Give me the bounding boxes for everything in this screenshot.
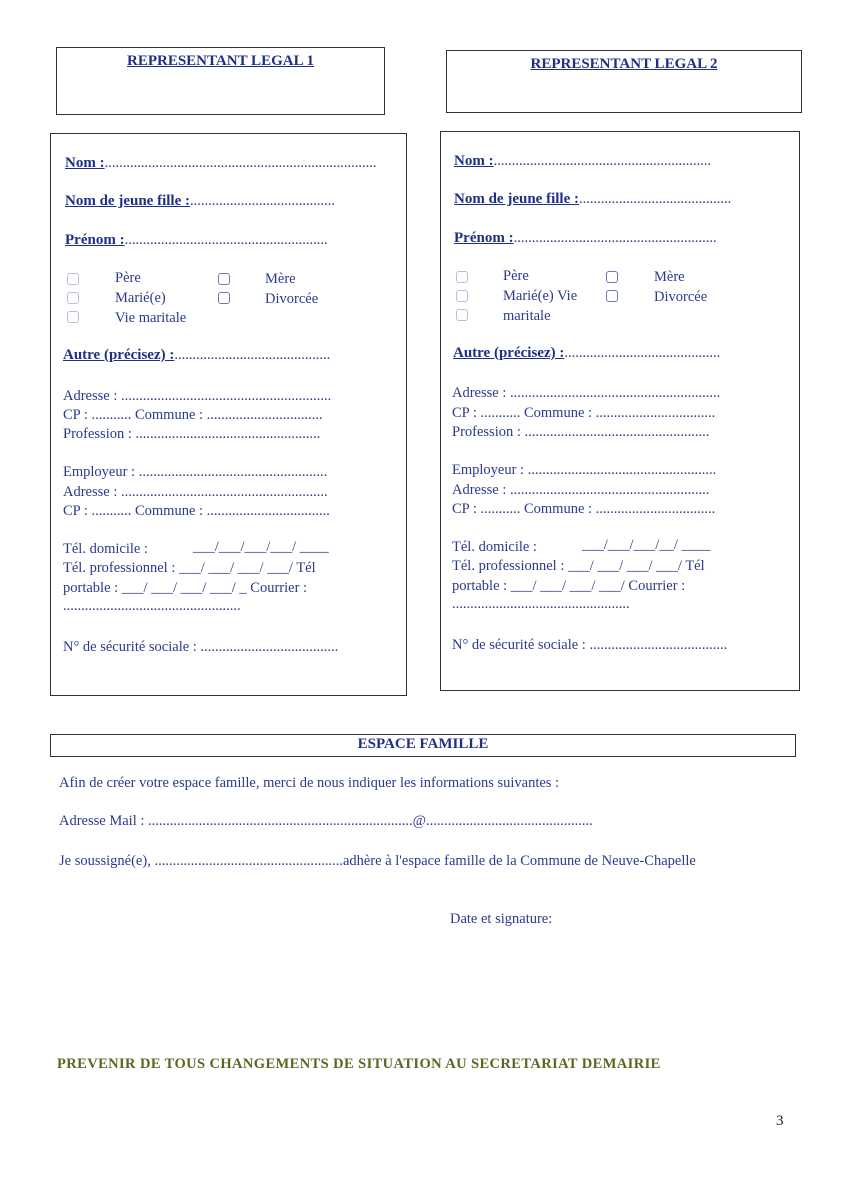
- rep2-nomjf-label: Nom de jeune fille :: [454, 191, 579, 207]
- rep1-tel-dom-field[interactable]: ___/___/___/___/ ____: [193, 539, 329, 555]
- espace-famille-title: ESPACE FAMILLE: [357, 736, 489, 752]
- rep1-mere-label: Mère: [265, 271, 296, 287]
- rep1-secu-field[interactable]: N° de sécurité sociale : ......................................: [63, 639, 339, 655]
- rep1-nomjf-field[interactable]: ........................................: [189, 193, 335, 209]
- rep2-adresse2-field[interactable]: Adresse : .......................................................: [452, 482, 710, 498]
- rep1-divorcee-checkbox[interactable]: [218, 292, 230, 304]
- rep2-employeur-field[interactable]: Employeur : ....................................................: [452, 462, 717, 478]
- rep2-form: [440, 131, 800, 691]
- rep2-courrier-field[interactable]: .................................................: [452, 596, 630, 612]
- rep2-autre-label: Autre (précisez) :: [453, 345, 565, 361]
- rep2-profession-field[interactable]: Profession : ...................................................: [452, 424, 710, 440]
- rep2-marie-checkbox[interactable]: [456, 290, 468, 302]
- rep1-prenom-label: Prénom :: [65, 232, 125, 248]
- footer-notice: PREVENIR DE TOUS CHANGEMENTS DE SITUATION AU SECRETARIAT DEMAIRIE: [57, 1056, 661, 1072]
- rep2-pere-label: Père: [503, 268, 529, 284]
- rep1-tel-pro-field[interactable]: Tél. professionnel : ___/ ___/ ___/ ___/ Tél: [63, 560, 316, 576]
- rep2-tel-pro-field[interactable]: Tél. professionnel : ___/ ___/ ___/ ___/ Tél: [452, 558, 705, 574]
- rep2-nom-row: [454, 153, 711, 170]
- rep1-prenom-row: [65, 232, 328, 249]
- rep2-cp-commune-field[interactable]: CP : ........... Commune : .................................: [452, 405, 716, 421]
- rep1-header-box: [56, 47, 385, 115]
- page-number: 3: [776, 1113, 784, 1129]
- espace-famille-intro: Afin de créer votre espace famille, merci de nous indiquer les informations suivantes :: [59, 775, 560, 791]
- rep2-prenom-label: Prénom :: [454, 230, 514, 246]
- rep1-pere-label: Père: [115, 270, 141, 286]
- rep1-divorcee-label: Divorcée: [265, 291, 319, 307]
- rep2-tel-dom-field[interactable]: ___/___/___/__/ ____: [582, 537, 711, 553]
- rep2-vie-maritale-checkbox[interactable]: [456, 309, 468, 321]
- rep1-pere-checkbox[interactable]: [67, 273, 79, 285]
- rep1-autre-field[interactable]: ...........................................: [174, 347, 331, 363]
- rep2-header-box: [446, 50, 802, 113]
- rep2-nomjf-row: [454, 191, 731, 208]
- soussigne-field[interactable]: Je soussigné(e), ....................................................adhère à l'espace famille de la Commune de Neuve-Chapelle: [59, 853, 696, 869]
- rep1-courrier-field[interactable]: .................................................: [63, 598, 241, 614]
- rep2-adresse-field[interactable]: Adresse : ..........................................................: [452, 385, 721, 401]
- rep2-cp-commune2-field[interactable]: CP : ........... Commune : .................................: [452, 501, 716, 517]
- rep1-nom-label: Nom :: [65, 155, 105, 171]
- rep1-cp-commune-field[interactable]: CP : ........... Commune : ................................: [63, 407, 323, 423]
- rep1-marie-checkbox[interactable]: [67, 292, 79, 304]
- rep2-prenom-field[interactable]: ........................................................: [513, 230, 717, 246]
- rep1-nom-field[interactable]: ...........................................................................: [104, 155, 377, 171]
- rep1-marie-label: Marié(e): [115, 290, 166, 306]
- rep1-vie-maritale-label: Vie maritale: [115, 310, 187, 326]
- rep1-prenom-field[interactable]: ........................................................: [124, 232, 328, 248]
- rep1-mere-checkbox[interactable]: [218, 273, 230, 285]
- rep1-employeur-field[interactable]: Employeur : ....................................................: [63, 464, 328, 480]
- rep1-profession-field[interactable]: Profession : ...................................................: [63, 426, 321, 442]
- rep1-autre-row: [63, 347, 330, 364]
- rep2-mere-label: Mère: [654, 269, 685, 285]
- espace-famille-header: [50, 734, 796, 757]
- rep1-form: [50, 133, 407, 696]
- rep1-adresse-field[interactable]: Adresse : ..........................................................: [63, 388, 332, 404]
- rep2-nom-label: Nom :: [454, 153, 494, 169]
- rep2-divorcee-checkbox[interactable]: [606, 290, 618, 302]
- rep2-secu-field[interactable]: N° de sécurité sociale : ......................................: [452, 637, 728, 653]
- rep2-nomjf-field[interactable]: ..........................................: [578, 191, 732, 207]
- rep1-adresse2-field[interactable]: Adresse : .........................................................: [63, 484, 328, 500]
- rep1-nomjf-label: Nom de jeune fille :: [65, 193, 190, 209]
- rep2-divorcee-label: Divorcée: [654, 289, 708, 305]
- rep1-vie-maritale-checkbox[interactable]: [67, 311, 79, 323]
- date-signature-label: Date et signature:: [450, 911, 553, 927]
- rep2-autre-row: [453, 345, 720, 362]
- rep2-tel-dom-label: Tél. domicile :: [452, 539, 537, 555]
- rep1-nom-row: [65, 155, 376, 172]
- rep2-portable-field[interactable]: portable : ___/ ___/ ___/ ___/ Courrier :: [452, 578, 686, 594]
- rep2-prenom-row: [454, 230, 717, 247]
- rep2-autre-field[interactable]: ...........................................: [564, 345, 721, 361]
- rep1-nomjf-row: [65, 193, 335, 210]
- rep2-header: REPRESENTANT LEGAL 2: [530, 56, 718, 72]
- rep1-autre-label: Autre (précisez) :: [63, 347, 175, 363]
- rep1-header: REPRESENTANT LEGAL 1: [127, 53, 314, 69]
- rep1-cp-commune2-field[interactable]: CP : ........... Commune : ..................................: [63, 503, 330, 519]
- rep1-tel-dom-label: Tél. domicile :: [63, 541, 148, 557]
- rep2-nom-field[interactable]: ............................................................: [493, 153, 712, 169]
- rep1-portable-field[interactable]: portable : ___/ ___/ ___/ ___/ _ Courrier :: [63, 580, 308, 596]
- rep2-mere-checkbox[interactable]: [606, 271, 618, 283]
- rep2-marie-label: Marié(e) Vie: [503, 288, 578, 304]
- rep2-pere-checkbox[interactable]: [456, 271, 468, 283]
- rep2-vie-maritale-label: maritale: [503, 308, 551, 324]
- email-field[interactable]: Adresse Mail : .........................................................................@..............................................: [59, 813, 593, 829]
